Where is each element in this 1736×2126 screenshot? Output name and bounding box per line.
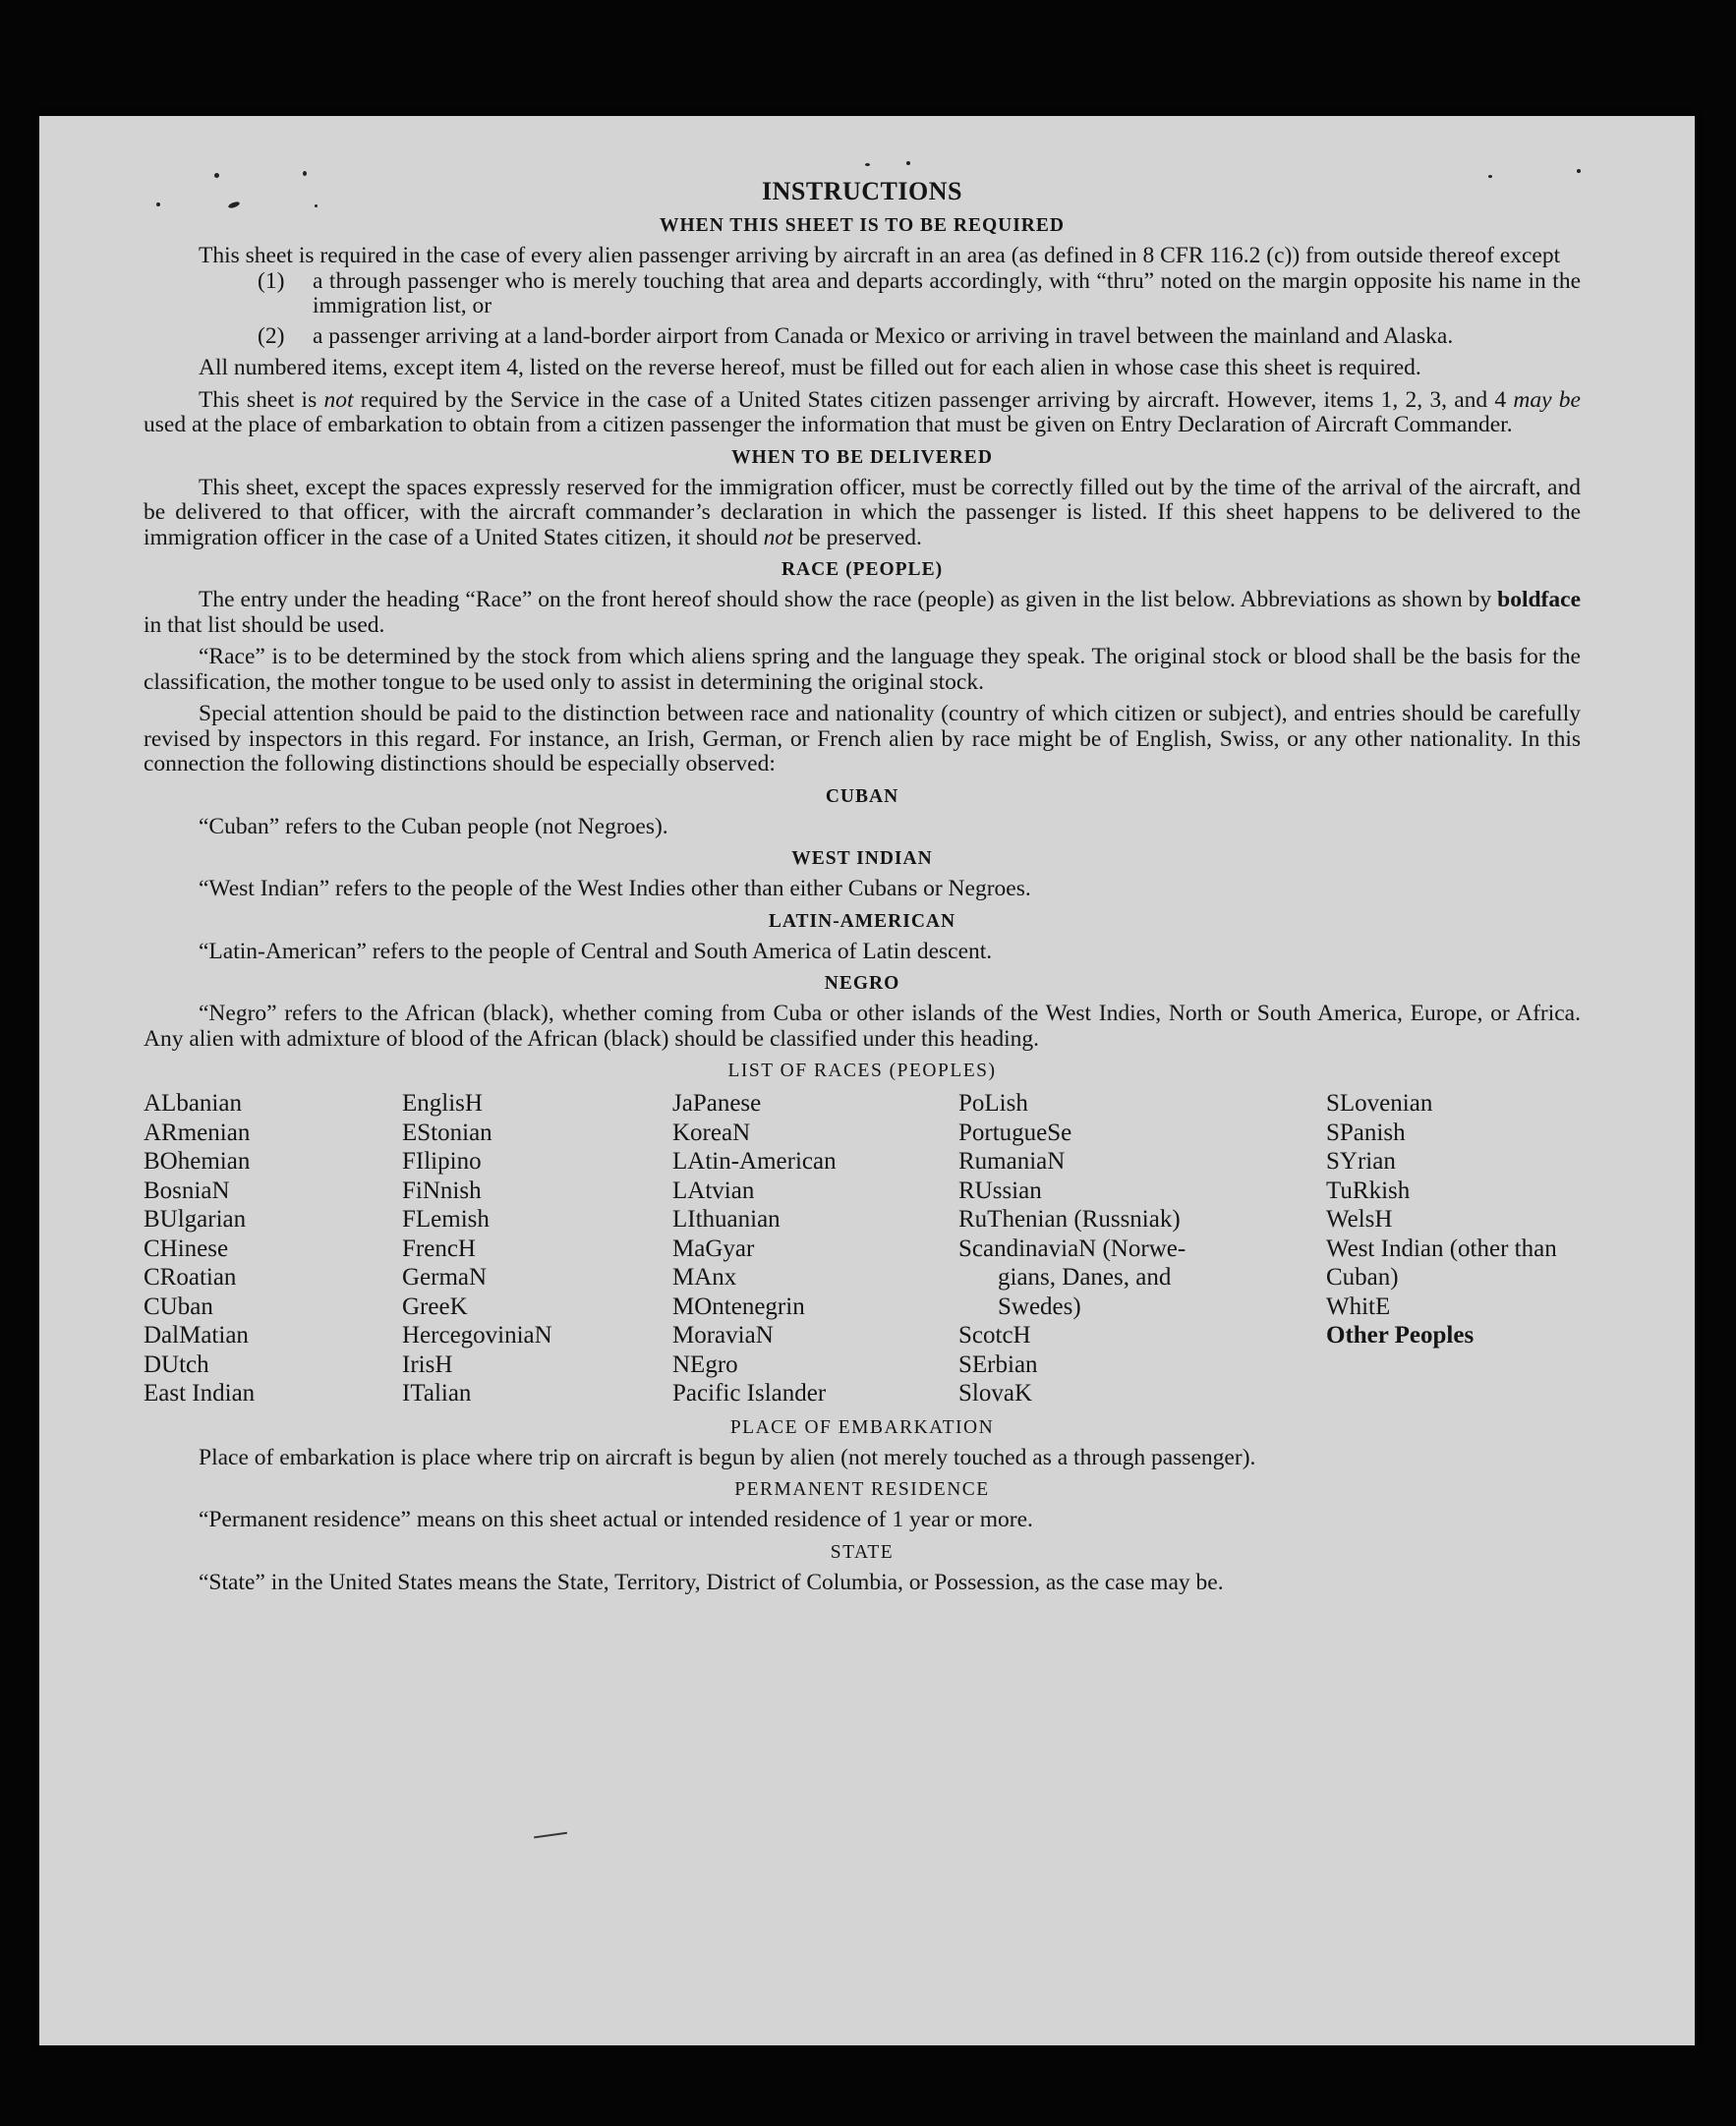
race-entry-continued: gians, Danes, and <box>998 1264 1172 1291</box>
paragraph: All numbered items, except item 4, listed on the reverse hereof, must be filled out for each alien in whose case this sheet is required. <box>199 355 1421 380</box>
race-entry: PortugueSe <box>958 1119 1072 1146</box>
section-title-race: RACE (PEOPLE) <box>781 559 944 580</box>
scan-speck <box>303 171 307 176</box>
race-entry: FrencH <box>402 1235 476 1262</box>
section-title-required: WHEN THIS SHEET IS TO BE REQUIRED <box>660 215 1065 236</box>
paragraph: “Cuban” refers to the Cuban people (not Negroes). <box>199 813 668 839</box>
race-entry: WhitE <box>1326 1293 1391 1320</box>
scan-speck <box>906 161 910 165</box>
race-entry: PoLish <box>958 1090 1028 1117</box>
section-title-latin-american: LATIN-AMERICAN <box>768 910 956 932</box>
section-title-list-of-races: LIST OF RACES (PEOPLES) <box>727 1061 997 1081</box>
race-entry: SLovenian <box>1326 1090 1433 1117</box>
paragraph: This sheet, except the spaces expressly reserved for the immigration officer, must be correctly filled out by the time of the arrival of the aircraft, and be delivered to that officer, with the aircraft commander’s declaration in which the passenger is listed. If this sheet happens to be delivered to the immigration officer in the case of a United States citizen, it should not be preserved. <box>144 474 1581 550</box>
race-entry: LAtin-American <box>672 1148 837 1175</box>
race-entry: DalMatian <box>144 1322 249 1349</box>
race-entry: BosniaN <box>144 1177 230 1204</box>
paragraph: This sheet is required in the case of every alien passenger arriving by aircraft in an area (as defined in 8 CFR 116.2 (c)) from outside thereof except <box>199 243 1561 268</box>
race-entry: SlovaK <box>958 1380 1032 1407</box>
race-entry: NEgro <box>672 1350 738 1378</box>
race-entry: Pacific Islander <box>672 1380 827 1407</box>
race-entry: ScandinaviaN (Norwe- <box>958 1235 1186 1262</box>
race-entry: SYrian <box>1326 1148 1396 1175</box>
race-entry: BOhemian <box>144 1148 251 1175</box>
race-entry: MaGyar <box>672 1235 755 1262</box>
paragraph: The entry under the heading “Race” on the front hereof should show the race (people) as given in the list below. Abbreviations as shown by boldface in that list should be used. <box>144 587 1581 638</box>
race-entry: MOntenegrin <box>672 1293 805 1320</box>
scan-speck <box>865 163 870 166</box>
race-entry: MoraviaN <box>672 1322 774 1349</box>
races-column-4 <box>958 1089 1326 1408</box>
races-column-2 <box>402 1089 672 1408</box>
instruction-sheet <box>39 116 1695 2045</box>
section-title-delivered: WHEN TO BE DELIVERED <box>731 446 993 468</box>
race-entry: ScotcH <box>958 1322 1031 1349</box>
races-list <box>144 1089 1581 1408</box>
scan-speck <box>1577 169 1581 173</box>
race-entry: SErbian <box>958 1350 1038 1378</box>
item-number: (2) <box>258 322 285 349</box>
race-entry: FiNnish <box>402 1177 482 1204</box>
race-entry: LAtvian <box>672 1177 755 1204</box>
race-entry: MAnx <box>672 1264 737 1291</box>
race-entry: ARmenian <box>144 1119 251 1146</box>
race-entry: IrisH <box>402 1350 453 1378</box>
races-column-3 <box>672 1089 958 1408</box>
section-title-cuban: CUBAN <box>825 785 899 807</box>
race-entry: CHinese <box>144 1235 229 1262</box>
paragraph: Place of embarkation is place where trip on aircraft is begun by alien (not merely touched as a through passenger). <box>199 1444 1256 1470</box>
race-entry: RUssian <box>958 1177 1042 1204</box>
list-item <box>258 324 1581 350</box>
race-entry: RuThenian (Russniak) <box>958 1206 1181 1233</box>
race-entry: FLemish <box>402 1206 490 1233</box>
race-entry: GreeK <box>402 1293 468 1320</box>
paragraph: Special attention should be paid to the distinction between race and nationality (country of which citizen or subject), and entries should be carefully revised by inspectors in this regard. For instance, an Irish, German, or French alien by race might be of English, Swiss, or any other nationality. In this connection the following distinctions should be especially observed: <box>144 701 1581 776</box>
race-entry: ITalian <box>402 1380 472 1407</box>
item-text: a passenger arriving at a land-border airport from Canada or Mexico or arriving in travel between the mainland and Alaska. <box>313 322 1454 349</box>
instructions-body <box>144 177 1581 1595</box>
section-title-residence: PERMANENT RESIDENCE <box>734 1479 990 1500</box>
page-title: INSTRUCTIONS <box>762 177 962 205</box>
race-entry: EnglisH <box>402 1090 483 1117</box>
race-entry: WelsH <box>1326 1206 1393 1233</box>
race-entry: East Indian <box>144 1380 256 1407</box>
race-entry: RumaniaN <box>958 1148 1066 1175</box>
race-entry: FIlipino <box>402 1148 482 1175</box>
race-entry: LIthuanian <box>672 1206 781 1233</box>
section-title-state: STATE <box>830 1541 895 1563</box>
paragraph: “West Indian” refers to the people of the West Indies other than either Cubans or Negroes. <box>199 876 1031 901</box>
item-text: a through passenger who is merely touching that area and departs accordingly, with “thru” noted on the margin opposite his name in the immigration list, or <box>313 267 1581 318</box>
paragraph: “Latin-American” refers to the people of Central and South America of Latin descent. <box>199 938 993 964</box>
race-entry: KoreaN <box>672 1119 751 1146</box>
race-entry: BUlgarian <box>144 1206 247 1233</box>
races-column-1 <box>144 1089 402 1408</box>
races-column-5 <box>1326 1089 1581 1408</box>
section-title-west-indian: WEST INDIAN <box>791 848 933 869</box>
paragraph: “Permanent residence” means on this sheet actual or intended residence of 1 year or more. <box>199 1507 1033 1532</box>
race-entry: DUtch <box>144 1350 209 1378</box>
race-entry: GermaN <box>402 1264 488 1291</box>
paragraph: This sheet is not required by the Service in the case of a United States citizen passenger arriving by aircraft. However, items 1, 2, 3, and 4 may be used at the place of embarkation to obtain from a citizen passenger the information that must be given on Entry Declaration of Aircraft Commander. <box>144 386 1581 437</box>
item-number: (1) <box>258 267 285 294</box>
race-entry: EStonian <box>402 1119 492 1146</box>
race-entry: West Indian (other than Cuban) <box>1326 1235 1557 1291</box>
race-entry: CRoatian <box>144 1264 237 1291</box>
race-entry: JaPanese <box>672 1090 762 1117</box>
race-entry: CUban <box>144 1293 213 1320</box>
race-entry: HercegoviniaN <box>402 1322 552 1349</box>
race-entry: ALbanian <box>144 1090 242 1117</box>
pen-mark <box>534 1832 569 1853</box>
section-title-embarkation: PLACE OF EMBARKATION <box>729 1416 995 1438</box>
race-entry: SPanish <box>1326 1119 1406 1146</box>
paragraph: “State” in the United States means the State, Territory, District of Columbia, or Possession, as the case may be. <box>199 1569 1224 1595</box>
race-entry: TuRkish <box>1326 1177 1411 1204</box>
list-item <box>258 269 1581 319</box>
paragraph: “Negro” refers to the African (black), whether coming from Cuba or other islands of the West Indies, North or South America, Europe, or Africa. Any alien with admixture of blood of the African (black) should be classified under this heading. <box>144 1001 1581 1052</box>
paragraph: “Race” is to be determined by the stock from which aliens spring and the language they speak. The original stock or blood shall be the basis for the classification, the mother tongue to be used only to assist in determining the original stock. <box>144 644 1581 695</box>
race-entry-continued: Swedes) <box>998 1293 1081 1320</box>
race-entry-other-peoples: Other Peoples <box>1326 1322 1475 1349</box>
section-title-negro: NEGRO <box>824 973 900 994</box>
